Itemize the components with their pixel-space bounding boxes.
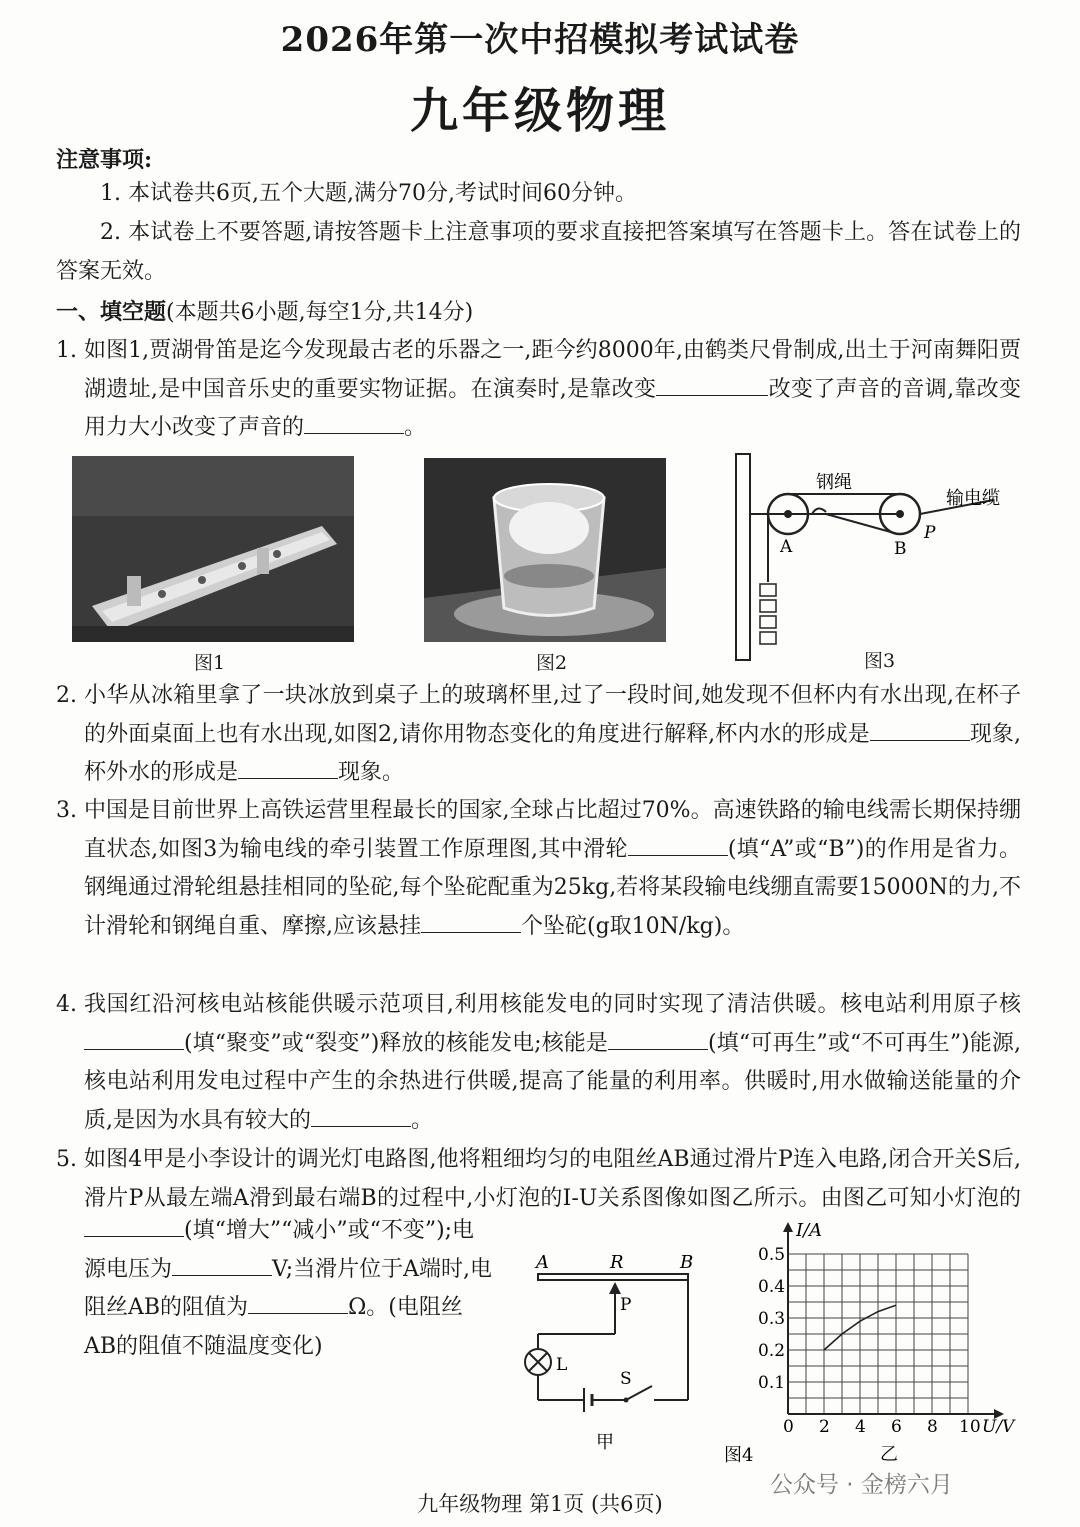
chart-ylabel: I/A <box>796 1220 823 1241</box>
question-1: 1. 如图1,贾湖骨笛是迄今发现最古老的乐器之一,距今约8000年,由鹤类尺骨制成,出土于河南舞阳贾湖遗址,是中国音乐史的重要实物证据。在演奏时,是靠改变 改变了声音的音调,靠改变用力大小改变了声音的 。 <box>56 338 1021 440</box>
section-heading: 一、填空题(本题共6小题,每空1分,共14分) <box>56 299 474 325</box>
circuit-diagram <box>512 1248 702 1458</box>
circuit-label-a: A <box>536 1252 549 1273</box>
question-5: 5. 如图4甲是小李设计的调光灯电路图,他将粗细均匀的电阻丝AB通过滑片P连入电路,闭合开关S后,滑片P从最左端A滑到最右端B的过程中,小灯泡的I-U关系图像如图乙所示。由图乙可知小灯泡的 <box>56 1147 1021 1211</box>
figure-3-caption: 图3 <box>864 650 896 672</box>
chart-y-tick: 0.3 <box>758 1309 786 1329</box>
circuit-label-b: B <box>680 1252 694 1273</box>
fig3-rope-label: 钢绳 <box>816 472 852 493</box>
figure-2-photo <box>424 458 666 642</box>
watermark: 公众号 · 金榜六月 <box>770 1472 953 1498</box>
figure-1-caption: 图1 <box>194 652 226 674</box>
question-4: 4. 我国红沿河核电站核能供暖示范项目,利用核能发电的同时实现了清洁供暖。核电站利用原子核(填“聚变”或“裂变”)释放的核能发电;核能是 (填“可再生”或“不可再生”)能源,核电站利用发电过程中产生的余热进行供暖,提高了能量的利用率。供暖时,用水做输送能量的介质,是因为水具有较大的 。 <box>56 992 1021 1133</box>
circuit-label-l: L <box>556 1355 568 1375</box>
circuit-label-r: R <box>610 1252 624 1273</box>
circuit-label-s: S <box>620 1369 632 1389</box>
question-2: 2. 小华从冰箱里拿了一块冰放到桌子上的玻璃杯里,过了一段时间,她发现不但杯内有水出现,在杯子的外面桌面上也有水出现,如图2,请你用物态变化的角度进行解释,杯内水的形成是 现象,杯外水的形成是 现象。 <box>56 683 1022 785</box>
question-3: 3. 中国是目前世界上高铁运营里程最长的国家,全球占比超过70%。高速铁路的输电线需长期保持绷直状态,如图3为输电线的牵引装置工作原理图,其中滑轮 (填“A”或“B”)的作用是省力。钢绳通过滑轮组悬挂相同的坠砣,每个坠砣配重为25kg,若将某段输电线绷直需要15000N的力,不计滑轮和钢绳自重、摩擦,应该悬挂 个坠砣(g取10N/kg)。 <box>56 798 1021 939</box>
chart-x-tick: 4 <box>855 1417 866 1437</box>
notice-heading: 注意事项: <box>56 147 153 173</box>
fig3-p: P <box>924 523 936 543</box>
subject-title: 九年级物理 <box>409 83 670 139</box>
figure-3-diagram <box>728 452 1018 664</box>
fig3-pulley-b: B <box>894 539 907 559</box>
notice-item-1: 1. 本试卷共6页,五个大题,满分70分,考试时间60分钟。 <box>100 181 637 206</box>
fig3-cable-label: 输电缆 <box>946 488 1000 509</box>
notice-item-2: 2. 本试卷上不要答题,请按答题卡上注意事项的要求直接把答案填写在答题卡上。答在试卷上的答案无效。 <box>56 220 1021 284</box>
question-5-continued: (填“增大”“减小”或“不变”);电源电压为 V;当滑片位于A端时,电阻丝AB的阻值为 Ω。(电阻丝AB的阻值不随温度变化) <box>84 1212 494 1366</box>
figure-2-caption: 图2 <box>536 652 568 674</box>
page-footer: 九年级物理 第1页 (共6页) <box>417 1492 663 1516</box>
circuit-caption: 甲 <box>596 1432 614 1453</box>
exam-title: 2026年第一次中招模拟考试试卷 <box>280 20 800 60</box>
circuit-label-p: P <box>620 1295 632 1315</box>
chart-x-tick: 2 <box>819 1417 830 1437</box>
chart-x-tick: 10 <box>959 1417 981 1437</box>
figure-4-caption: 图4 <box>724 1445 754 1466</box>
chart-caption: 乙 <box>880 1444 898 1465</box>
chart-y-tick: 0.2 <box>758 1341 786 1361</box>
chart-x-tick: 6 <box>891 1417 902 1437</box>
chart-x-tick: 0 <box>783 1417 794 1437</box>
figure-1-photo <box>72 456 354 642</box>
chart-y-tick: 0.1 <box>758 1373 786 1393</box>
chart-y-arrow <box>783 1222 793 1232</box>
fig3-pulley-a: A <box>780 537 793 557</box>
iu-chart <box>720 1218 1040 1468</box>
chart-y-tick: 0.5 <box>758 1245 786 1265</box>
chart-y-tick: 0.4 <box>758 1277 786 1297</box>
chart-xlabel: U/V <box>982 1417 1015 1437</box>
chart-x-tick: 8 <box>927 1417 938 1437</box>
